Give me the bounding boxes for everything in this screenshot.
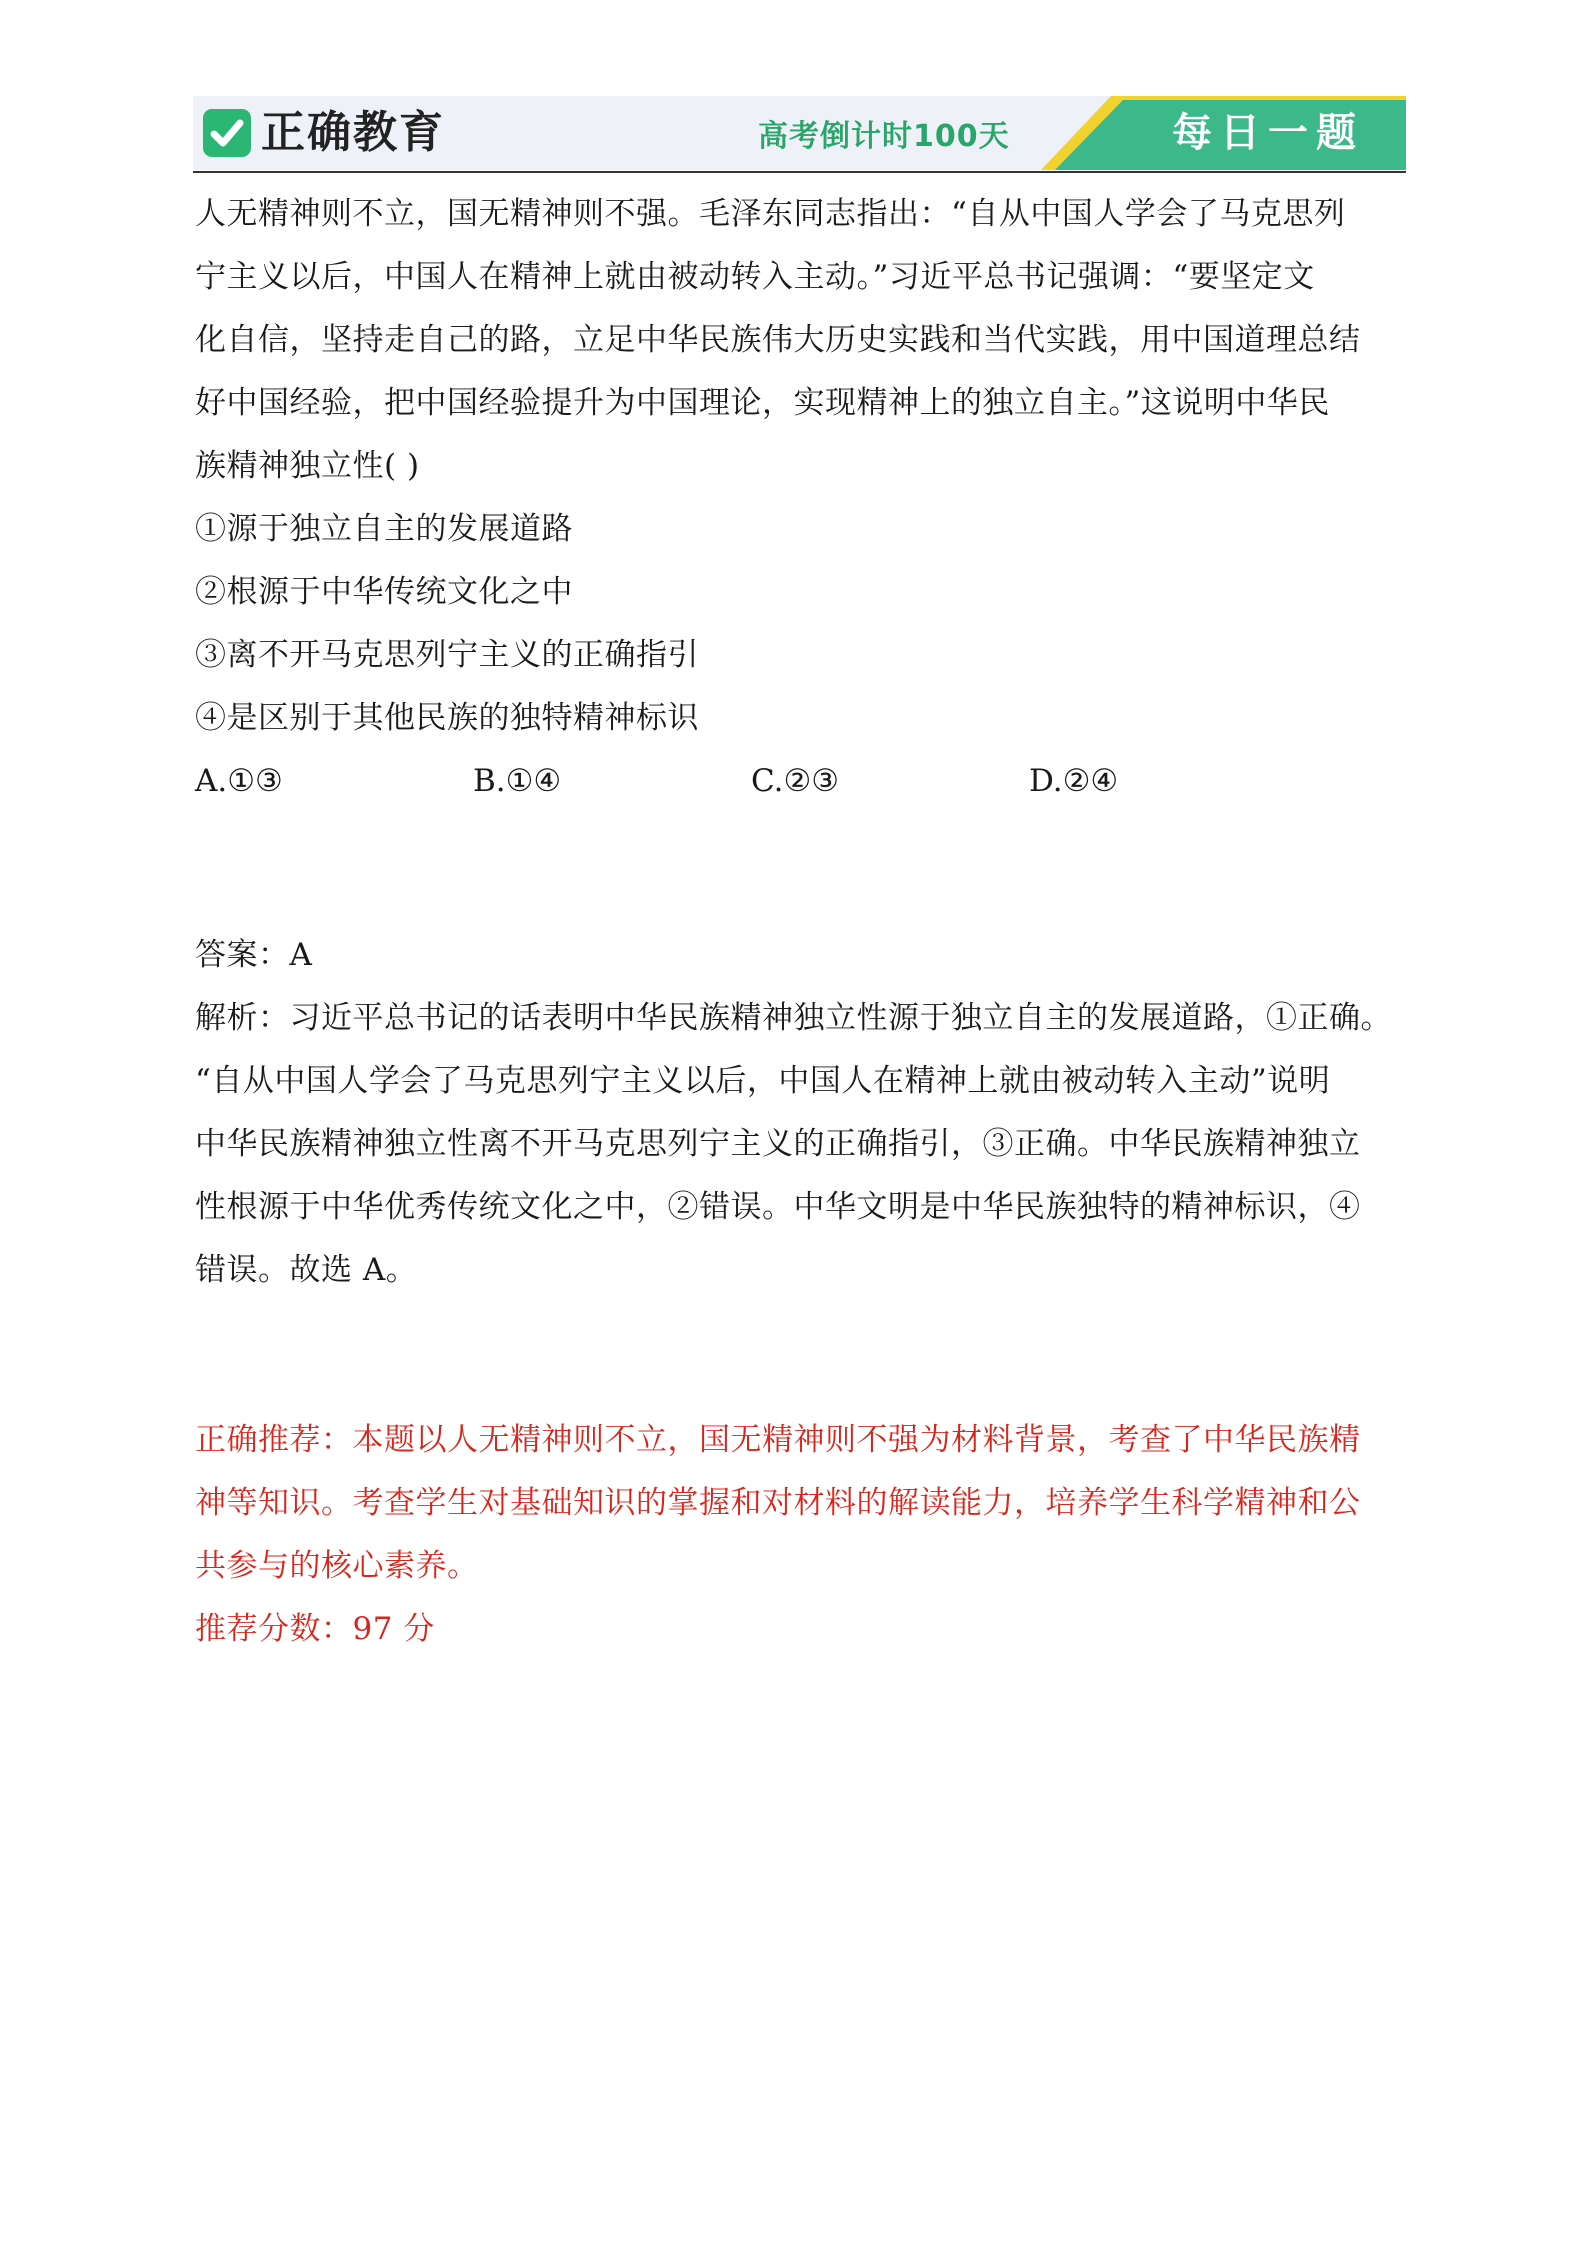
recommended-score: 推荐分数：97 分 [195,1611,435,1647]
exam-countdown: 高考倒计时100天 [758,119,1010,154]
question-stem-line: 族精神独立性( ) [195,448,420,484]
analysis-line: 错误。故选 A。 [195,1252,418,1288]
option-a: A.①③ [195,763,283,799]
question-stem-line: 好中国经验，把中国经验提升为中国理论，实现精神上的独立自主。”这说明中华民 [195,385,1330,421]
recommendation-section [195,1409,1400,1661]
answer-options [195,750,1400,813]
statement-1: ①源于独立自主的发展道路 [195,511,573,547]
question-section [195,183,1400,813]
header-divider [193,171,1406,173]
question-stem-line: 化自信，坚持走自己的路，立足中华民族伟大历史实践和当代实践，用中国道理总结 [195,322,1361,358]
check-logo-icon [203,109,251,157]
recommendation-line: 共参与的核心素养。 [195,1548,479,1584]
answer-section [195,924,1400,1302]
option-b: B.①④ [473,763,562,799]
daily-question-label: 每日一题 [1172,110,1364,156]
analysis-line: “自从中国人学会了马克思列宁主义以后，中国人在精神上就由被动转入主动”说明 [195,1063,1331,1099]
answer-line: 答案：A [195,937,313,973]
question-stem-line: 宁主义以后，中国人在精神上就由被动转入主动。”习近平总书记强调：“要坚定文 [195,259,1315,295]
option-d: D.②④ [1029,763,1119,799]
question-stem-line: 人无精神则不立，国无精神则不强。毛泽东同志指出：“自从中国人学会了马克思列 [195,196,1346,232]
option-c: C.②③ [751,763,840,799]
statement-2: ②根源于中华传统文化之中 [195,574,573,610]
analysis-line: 解析：习近平总书记的话表明中华民族精神独立性源于独立自主的发展道路，①正确。 [195,1000,1392,1036]
analysis-line: 中华民族精神独立性离不开马克思列宁主义的正确指引，③正确。中华民族精神独立 [195,1126,1361,1162]
header-banner [193,96,1406,170]
recommendation-line: 正确推荐：本题以人无精神则不立，国无精神则不强为材料背景，考查了中华民族精 [195,1422,1361,1458]
statement-4: ④是区别于其他民族的独特精神标识 [195,700,699,736]
recommendation-line: 神等知识。考查学生对基础知识的掌握和对材料的解读能力，培养学生科学精神和公 [195,1485,1361,1521]
analysis-line: 性根源于中华优秀传统文化之中，②错误。中华文明是中华民族独特的精神标识，④ [195,1189,1361,1225]
statement-3: ③离不开马克思列宁主义的正确指引 [195,637,699,673]
brand-name: 正确教育 [261,107,445,158]
